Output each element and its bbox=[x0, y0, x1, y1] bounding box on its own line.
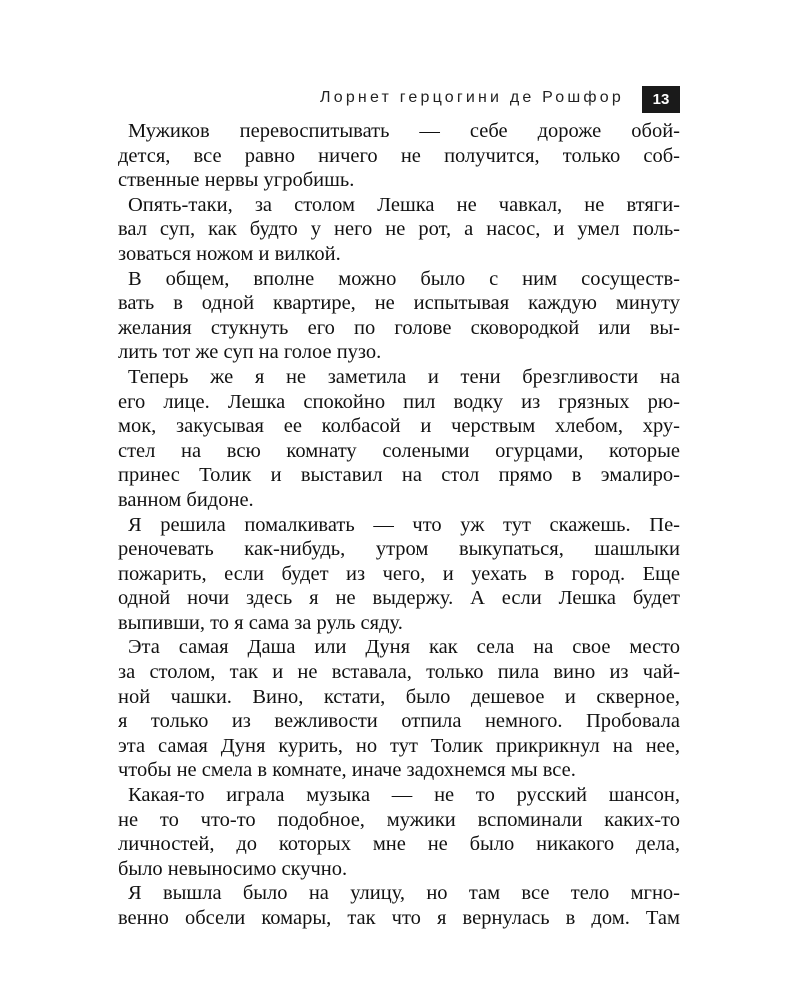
paragraph bbox=[118, 635, 680, 783]
text-line: личностей, до которых мне не было никакого дела, bbox=[118, 833, 680, 856]
paragraph bbox=[118, 193, 680, 267]
paragraph bbox=[118, 267, 680, 365]
text-line: стел на всю комнату солеными огурцами, которые bbox=[118, 439, 680, 462]
text-line: ственные нервы угробишь. bbox=[118, 169, 355, 192]
text-line: реночевать как-нибудь, утром выкупаться, шашлыки bbox=[118, 538, 680, 561]
body-text bbox=[118, 119, 680, 931]
text-line: его лице. Лешка спокойно пил водку из грязных рю- bbox=[118, 390, 680, 413]
text-line: желания стукнуть его по голове сковородкой или вы- bbox=[118, 316, 680, 339]
text-line: Эта самая Даша или Дуня как села на свое место bbox=[128, 636, 680, 659]
text-line: принес Толик и выставил на стол прямо в эмалиро- bbox=[118, 464, 680, 487]
text-line: чтобы не смела в комнате, иначе задохнемся мы все. bbox=[118, 759, 576, 782]
text-line: Я вышла было на улицу, но там все тело мгно- bbox=[128, 882, 680, 905]
text-line: эта самая Дуня курить, но тут Толик прикрикнул на нее, bbox=[118, 734, 680, 757]
paragraph bbox=[118, 513, 680, 636]
paragraph bbox=[118, 119, 680, 193]
paragraph bbox=[118, 783, 680, 881]
text-line: вать в одной квартире, не испытывая каждую минуту bbox=[118, 292, 680, 315]
text-line: выпивши, то я сама за руль сяду. bbox=[118, 611, 403, 634]
text-line: не то что-то подобное, мужики вспоминали каких-то bbox=[118, 808, 680, 831]
running-title: Лорнет герцогини де Рошфор bbox=[320, 89, 624, 106]
text-line: венно обсели комары, так что я вернулась в дом. Там bbox=[118, 907, 680, 929]
text-line: зоваться ножом и вилкой. bbox=[118, 242, 341, 265]
text-line: ной чашки. Вино, кстати, было дешевое и скверное, bbox=[118, 685, 680, 708]
paragraph bbox=[118, 881, 680, 930]
text-line: ванном бидоне. bbox=[118, 488, 254, 511]
paragraph bbox=[118, 365, 680, 513]
text-line: Теперь же я не заметила и тени брезгливости на bbox=[128, 365, 680, 388]
text-line: Мужиков перевоспитывать — себе дороже обой- bbox=[128, 120, 680, 142]
running-header bbox=[118, 86, 680, 116]
text-line: дется, все равно ничего не получится, только соб- bbox=[118, 144, 680, 167]
text-line: В общем, вполне можно было с ним сосуществ- bbox=[128, 267, 680, 290]
text-line: пожарить, если будет из чего, и уехать в город. Еще bbox=[118, 562, 680, 585]
text-line: лить тот же суп на голое пузо. bbox=[118, 341, 382, 364]
text-line: я только из вежливости отпила немного. Пробовала bbox=[118, 710, 680, 733]
text-line: за столом, так и не вставала, только пила вино из чай- bbox=[118, 661, 680, 684]
text-line: Я решила помалкивать — что уж тут скажешь. Пе- bbox=[128, 513, 680, 536]
text-line: было невыносимо скучно. bbox=[118, 857, 348, 880]
text-line: вал суп, как будто у него не рот, а насос, и умел поль- bbox=[118, 218, 680, 241]
text-line: одной ночи здесь я не выдержу. А если Лешка будет bbox=[118, 587, 680, 610]
page-number-badge: 13 bbox=[642, 86, 680, 113]
text-line: Какая-то играла музыка — не то русский шансон, bbox=[128, 784, 680, 807]
text-line: Опять-таки, за столом Лешка не чавкал, не втяги- bbox=[128, 193, 680, 216]
text-line: мок, закусывая ее колбасой и черствым хлебом, хру- bbox=[118, 415, 680, 438]
